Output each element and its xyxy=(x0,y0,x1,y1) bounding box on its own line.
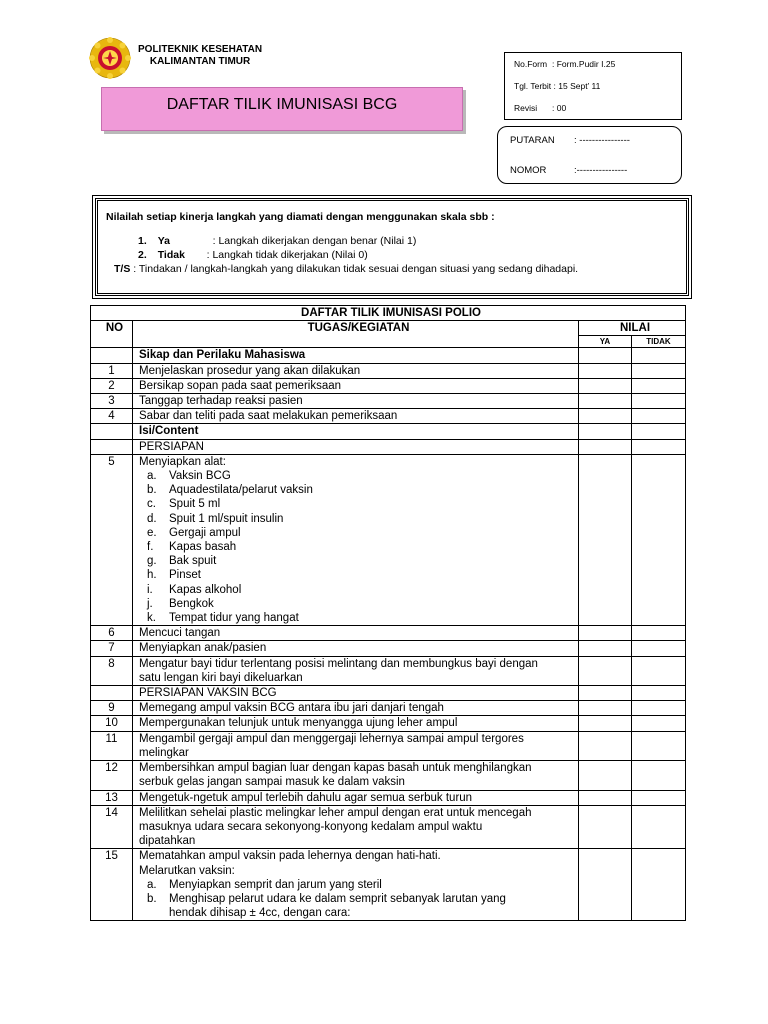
section-row xyxy=(91,424,686,439)
table-row: 13 Mengetuk-ngetuk ampul terlebih dahulu agar semua serbuk turun xyxy=(91,790,686,805)
score-tidak-cell[interactable] xyxy=(632,454,686,625)
revision-value: : 00 xyxy=(552,103,567,113)
col-nilai-header: NILAI xyxy=(579,321,686,336)
nomor-row xyxy=(510,165,627,176)
table-row: 15 Mematahkan ampul vaksin pada lehernya dengan hati-hati. Melarutkan vaksin: a. Menyiapkan semprit dan jarum yang steril b. Menghisap pelarut udara ke dalam semprit sebanyak larutan yang hendak dihisap ± 4cc, dengan cara: xyxy=(91,849,686,921)
title-banner xyxy=(101,87,463,131)
checklist-table xyxy=(90,305,686,921)
table-row: 9 Memegang ampul vaksin BCG antara ibu jari danjari tengah xyxy=(91,701,686,716)
score-tidak-cell[interactable] xyxy=(632,394,686,409)
round-number-box xyxy=(497,126,682,184)
poltekkes-emblem-icon xyxy=(88,36,132,80)
score-ya-cell[interactable] xyxy=(579,454,632,625)
putaran-row xyxy=(510,135,630,146)
score-ya-cell[interactable] xyxy=(579,805,632,849)
form-info-box xyxy=(504,52,682,120)
score-tidak-cell[interactable] xyxy=(632,656,686,685)
institution-line-1: POLITEKNIK KESEHATAN xyxy=(138,44,263,55)
revision-row xyxy=(514,103,566,113)
col-task-header: TUGAS/KEGIATAN xyxy=(133,321,579,348)
table-caption-row xyxy=(91,306,686,321)
scale-item-ts-desc: : Tindakan / langkah-langkah yang dilakukan tidak sesuai dengan situasi yang sedang dihadapi. xyxy=(133,263,579,275)
section-row xyxy=(91,439,686,454)
score-tidak-cell[interactable] xyxy=(632,409,686,424)
table-caption: DAFTAR TILIK IMUNISASI POLIO xyxy=(91,306,686,321)
table-row: 4 Sabar dan teliti pada saat melakukan pemeriksaan xyxy=(91,409,686,424)
institution-line-2: KALIMANTAN TIMUR xyxy=(149,56,251,67)
table-row: 10 Mempergunakan telunjuk untuk menyangga ujung leher ampul xyxy=(91,716,686,731)
score-ya-cell[interactable] xyxy=(579,701,632,716)
table-row: 7 Menyiapkan anak/pasien xyxy=(91,641,686,656)
score-tidak-cell[interactable] xyxy=(632,701,686,716)
score-tidak-cell[interactable] xyxy=(632,849,686,921)
score-ya-cell[interactable] xyxy=(579,790,632,805)
score-tidak-cell[interactable] xyxy=(632,716,686,731)
score-ya-cell[interactable] xyxy=(579,849,632,921)
issue-date: Tgl. Terbit : 15 Sept’ 11 xyxy=(514,81,601,91)
score-ya-cell[interactable] xyxy=(579,761,632,790)
section-vaksin: PERSIAPAN VAKSIN BCG xyxy=(133,686,579,701)
scale-item-ya-desc: : Langkah dikerjakan dengan benar (Nilai 1) xyxy=(212,235,417,247)
form-number-value: : Form.Pudir I.25 xyxy=(552,59,616,69)
scoring-instructions xyxy=(95,198,689,296)
table-row: 14 Melilitkan sehelai plastic melingkar leher ampul dengan erat untuk mencegah masuknya udara secara sekonyong-konyong kedalam ampul waktu dipatahkan xyxy=(91,805,686,849)
table-header-row xyxy=(91,321,686,336)
putaran-value: : ---------------- xyxy=(574,135,630,146)
section-persiapan: PERSIAPAN xyxy=(133,439,579,454)
score-tidak-cell[interactable] xyxy=(632,790,686,805)
col-tidak-header: TIDAK xyxy=(632,336,686,348)
score-ya-cell[interactable] xyxy=(579,656,632,685)
score-ya-cell[interactable] xyxy=(579,731,632,760)
page-title: DAFTAR TILIK IMUNISASI BCG xyxy=(166,96,398,113)
score-ya-cell[interactable] xyxy=(579,394,632,409)
form-number-row xyxy=(514,59,615,69)
score-tidak-cell[interactable] xyxy=(632,731,686,760)
instructions-title: Nilailah setiap kinerja langkah yang diamati dengan menggunakan skala sbb : xyxy=(106,211,495,223)
table-row: 3 Tanggap terhadap reaksi pasien xyxy=(91,394,686,409)
revision-label: Revisi xyxy=(514,103,538,113)
score-ya-cell[interactable] xyxy=(579,378,632,393)
section-isi: Isi/Content xyxy=(133,424,579,439)
row5-task: Menyiapkan alat: a. Vaksin BCG b. Aquadestilata/pelarut vaksin c. Spuit 5 ml d. Spuit 1 ml/spuit insulin e. Gergaji ampul f. Kapas basah g. Bak spuit h. Pinset i. Kapas alkohol j. Bengkok k. Tempat tidur yang hangat xyxy=(133,454,579,625)
col-no-header: NO xyxy=(91,321,133,348)
score-tidak-cell[interactable] xyxy=(632,378,686,393)
score-ya-cell[interactable] xyxy=(579,363,632,378)
table-row: 11 Mengambil gergaji ampul dan menggergaji lehernya sampai ampul tergores melingkar xyxy=(91,731,686,760)
form-number-label: No.Form xyxy=(514,59,548,69)
score-tidak-cell[interactable] xyxy=(632,641,686,656)
scale-item-ts: T/S : Tindakan / langkah-langkah yang dilakukan tidak sesuai dengan situasi yang sedang dihadapi. xyxy=(114,263,579,275)
scale-item-ya: 1. Ya : Langkah dikerjakan dengan benar (Nilai 1) xyxy=(138,235,417,247)
table-row: 5 Menyiapkan alat: a. Vaksin BCG b. Aquadestilata/pelarut vaksin c. Spuit 5 ml d. Spuit 1 ml/spuit insulin e. Gergaji ampul f. Kapas basah g. Bak spuit h. Pinset i. Kapas alkohol j. Bengkok k. Tempat tidur yang hangat xyxy=(91,454,686,625)
score-tidak-cell[interactable] xyxy=(632,626,686,641)
score-ya-cell[interactable] xyxy=(579,626,632,641)
section-row xyxy=(91,348,686,363)
institution-name xyxy=(138,44,262,68)
score-ya-cell[interactable] xyxy=(579,409,632,424)
table-row: 2 Bersikap sopan pada saat pemeriksaan xyxy=(91,378,686,393)
putaran-label: PUTARAN xyxy=(510,135,555,146)
section-row xyxy=(91,686,686,701)
nomor-label: NOMOR xyxy=(510,165,547,176)
score-tidak-cell[interactable] xyxy=(632,805,686,849)
scale-item-tidak-desc: : Langkah tidak dikerjakan (Nilai 0) xyxy=(206,249,368,261)
nomor-value: :---------------- xyxy=(574,165,628,176)
section-sikap: Sikap dan Perilaku Mahasiswa xyxy=(133,348,579,363)
score-ya-cell[interactable] xyxy=(579,716,632,731)
table-row: 6 Mencuci tangan xyxy=(91,626,686,641)
score-tidak-cell[interactable] xyxy=(632,761,686,790)
scale-item-tidak: 2. Tidak : Langkah tidak dikerjakan (Nilai 0) xyxy=(138,249,368,261)
col-ya-header: YA xyxy=(579,336,632,348)
score-ya-cell[interactable] xyxy=(579,641,632,656)
table-row: 1 Menjelaskan prosedur yang akan dilakukan xyxy=(91,363,686,378)
table-row: 12 Membersihkan ampul bagian luar dengan kapas basah untuk menghilangkan serbuk gelas jangan sampai masuk ke dalam vaksin xyxy=(91,761,686,790)
score-tidak-cell[interactable] xyxy=(632,363,686,378)
table-row: 8 Mengatur bayi tidur terlentang posisi melintang dan membungkus bayi dengan satu lengan kiri bayi dikeluarkan xyxy=(91,656,686,685)
